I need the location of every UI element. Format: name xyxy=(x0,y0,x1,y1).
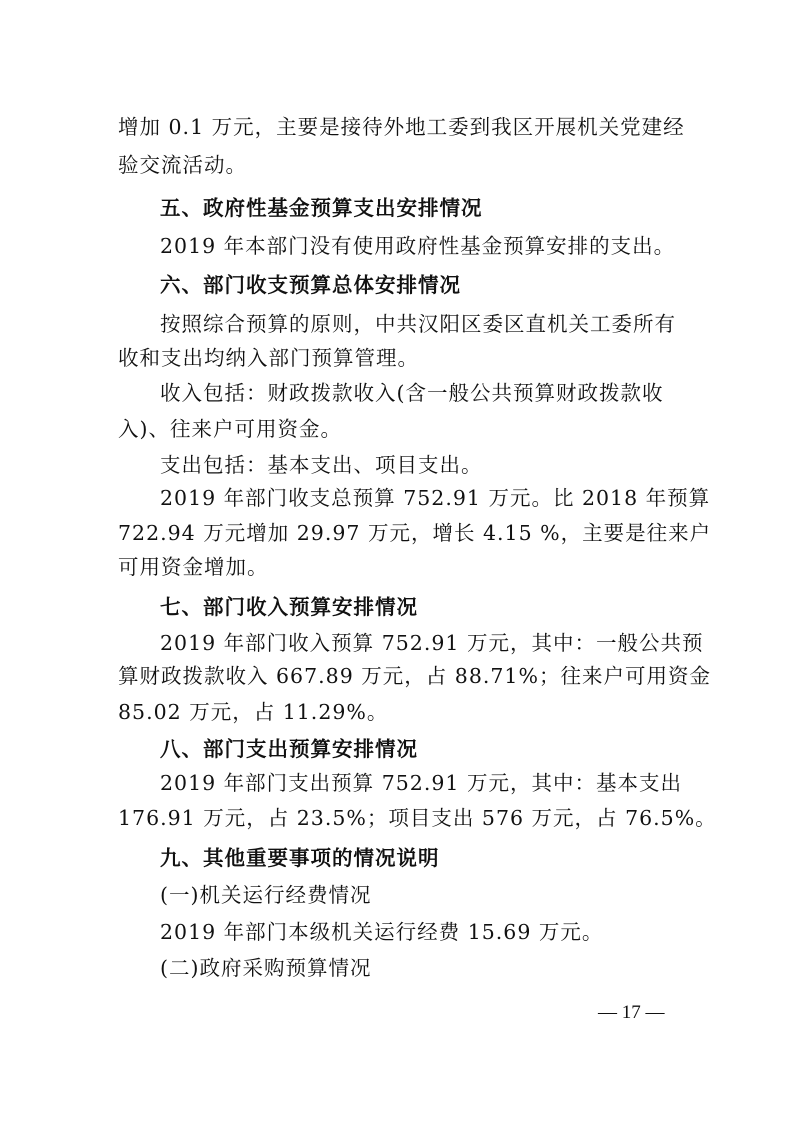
body-text-line: 176.91 万元，占 23.5%；项目支出 576 万元，占 76.5%。 xyxy=(118,806,717,830)
body-text-line: 722.94 万元增加 29.97 万元，增长 4.15 %，主要是往来户 xyxy=(118,521,712,545)
body-text-line: 2019 年部门本级机关运行经费 15.69 万元。 xyxy=(160,920,604,944)
section-heading-9: 九、其他重要事项的情况说明 xyxy=(160,846,440,870)
section-heading-7: 七、部门收入预算安排情况 xyxy=(160,595,418,619)
body-text-line: 入)、往来户可用资金。 xyxy=(118,417,342,441)
section-heading-8: 八、部门支出预算安排情况 xyxy=(160,737,418,761)
body-text-line: 85.02 万元，占 11.29%。 xyxy=(118,700,389,724)
body-text-line: 支出包括：基本支出、项目支出。 xyxy=(160,453,483,477)
body-text-line: 可用资金增加。 xyxy=(118,555,269,579)
section-heading-6: 六、部门收支预算总体安排情况 xyxy=(160,273,461,297)
subsection-heading: (二)政府采购预算情况 xyxy=(160,956,372,980)
section-heading-5: 五、政府性基金预算支出安排情况 xyxy=(160,196,483,220)
body-text-line: 2019 年部门支出预算 752.91 万元，其中：基本支出 xyxy=(160,771,682,795)
body-text-line: 增加 0.1 万元，主要是接待外地工委到我区开展机关党建经 xyxy=(118,115,685,139)
body-text-line: 收入包括：财政拨款收入(含一般公共预算财政拨款收 xyxy=(160,381,664,405)
body-text-line: 按照综合预算的原则，中共汉阳区委区直机关工委所有 xyxy=(160,312,676,336)
subsection-heading: (一)机关运行经费情况 xyxy=(160,883,372,907)
body-text-line: 2019 年部门收支总预算 752.91 万元。比 2018 年预算 xyxy=(160,486,711,510)
body-text-line: 2019 年本部门没有使用政府性基金预算安排的支出。 xyxy=(160,234,676,258)
body-text-line: 算财政拨款收入 667.89 万元，占 88.71%；往来户可用资金 xyxy=(118,664,711,688)
body-text-line: 收和支出均纳入部门预算管理。 xyxy=(118,346,419,370)
page-number: — 17 — xyxy=(598,1002,665,1023)
body-text-line: 2019 年部门收入预算 752.91 万元，其中：一般公共预 xyxy=(160,631,704,655)
body-text-line: 验交流活动。 xyxy=(118,153,247,177)
